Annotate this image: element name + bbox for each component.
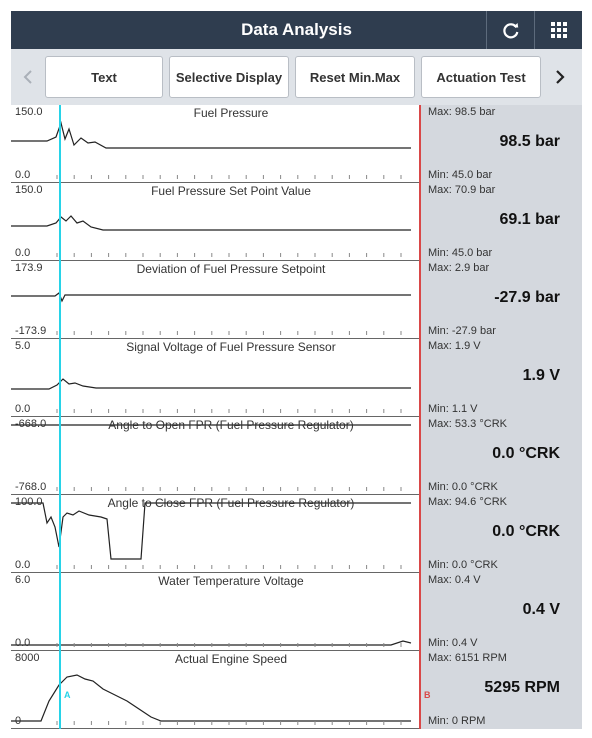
min-value: Min: 45.0 bar — [428, 169, 493, 181]
y-min-label: 0.0 — [15, 403, 31, 415]
cursor-b-label: B — [424, 690, 431, 700]
graph-row-angle-open-fpr[interactable] — [11, 417, 582, 495]
parameter-name: Angle to Close FPR (Fuel Pressure Regulator) — [107, 496, 355, 510]
parameter-name: Angle to Open FPR (Fuel Pressure Regulator) — [108, 418, 354, 432]
current-value: 0.0 °CRK — [492, 523, 560, 540]
y-max-label: 150.0 — [15, 106, 43, 118]
page-title: Data Analysis — [241, 20, 352, 39]
value-panel — [419, 417, 582, 495]
min-value: Min: -27.9 bar — [428, 325, 496, 337]
current-value: 0.0 °CRK — [492, 445, 560, 462]
graph-row-signal-voltage[interactable] — [11, 339, 582, 417]
graph-plot[interactable] — [11, 261, 419, 339]
graph-plot[interactable] — [11, 495, 419, 573]
y-max-label: 5.0 — [15, 340, 31, 352]
graph-plot[interactable] — [11, 339, 419, 417]
max-value: Max: 94.6 °CRK — [428, 496, 507, 508]
parameter-name: Actual Engine Speed — [174, 652, 288, 666]
value-panel — [419, 261, 582, 339]
parameter-name: Water Temperature Voltage — [158, 574, 304, 588]
current-value: 98.5 bar — [499, 133, 560, 150]
graph-plot[interactable] — [11, 417, 419, 495]
toolbar — [11, 49, 582, 105]
grid-menu-button[interactable] — [534, 11, 582, 49]
y-max-label: 173.9 — [15, 262, 43, 274]
graph-row-fuel-pressure[interactable] — [11, 105, 582, 183]
y-min-label: -173.9 — [15, 325, 47, 337]
text-button[interactable]: Text — [45, 56, 163, 98]
y-min-label: 0.0 — [15, 559, 31, 571]
cursor-a-label: A — [64, 690, 71, 700]
y-min-label: 0.0 — [15, 169, 31, 181]
graph-row-deviation-setpoint[interactable] — [11, 261, 582, 339]
max-value: Max: 70.9 bar — [428, 184, 496, 196]
graph-row-angle-close-fpr[interactable] — [11, 495, 582, 573]
graph-row-water-temp-voltage[interactable] — [11, 573, 582, 651]
title-bar — [11, 11, 582, 49]
reset-min-max-button[interactable]: Reset Min.Max — [295, 56, 415, 98]
min-value: Min: 0.4 V — [428, 637, 478, 649]
y-min-label: 0.0 — [15, 637, 31, 649]
current-value: -27.9 bar — [494, 289, 560, 306]
scroll-left-button[interactable] — [11, 49, 45, 105]
y-max-label: 8000 — [15, 652, 40, 664]
chevron-right-icon — [555, 69, 565, 85]
min-value: Min: 45.0 bar — [428, 247, 493, 259]
refresh-icon — [501, 20, 521, 40]
graph-plot[interactable] — [11, 651, 419, 729]
current-value: 5295 RPM — [484, 679, 560, 696]
y-min-label: 0 — [15, 715, 22, 727]
graph-plot[interactable] — [11, 573, 419, 651]
value-panel — [419, 651, 582, 729]
min-value: Min: 0.0 °CRK — [428, 481, 498, 493]
min-value: Min: 1.1 V — [428, 403, 478, 415]
max-value: Max: 1.9 V — [428, 340, 481, 352]
parameter-name: Fuel Pressure — [193, 106, 269, 120]
y-max-label: -668.0 — [15, 418, 47, 430]
parameter-name: Deviation of Fuel Pressure Setpoint — [136, 262, 326, 276]
y-max-label: 6.0 — [15, 574, 31, 586]
max-value: Max: 6151 RPM — [428, 652, 507, 664]
cursor-a-line[interactable] — [59, 105, 61, 729]
graph-row-fuel-pressure-set-point[interactable] — [11, 183, 582, 261]
value-panel — [419, 573, 582, 651]
y-min-label: -768.0 — [15, 481, 47, 493]
graph-plot[interactable] — [11, 105, 419, 183]
parameter-name: Fuel Pressure Set Point Value — [151, 184, 311, 198]
current-value: 0.4 V — [522, 601, 560, 618]
grid-icon — [550, 21, 568, 39]
min-value: Min: 0 RPM — [428, 715, 486, 727]
y-max-label: 100.0 — [15, 496, 43, 508]
value-panel — [419, 339, 582, 417]
graph-row-engine-speed[interactable] — [11, 651, 582, 729]
value-panel — [419, 105, 582, 183]
scroll-right-button[interactable] — [547, 49, 573, 105]
graph-plot[interactable] — [11, 183, 419, 261]
y-min-label: 0.0 — [15, 247, 31, 259]
max-value: Max: 0.4 V — [428, 574, 481, 586]
current-value: 69.1 bar — [499, 211, 560, 228]
max-value: Max: 2.9 bar — [428, 262, 490, 274]
parameter-name: Signal Voltage of Fuel Pressure Sensor — [126, 340, 336, 354]
graph-list[interactable] — [11, 105, 582, 729]
value-panel — [419, 495, 582, 573]
value-panel — [419, 183, 582, 261]
current-value: 1.9 V — [522, 367, 560, 384]
chevron-left-icon — [23, 69, 33, 85]
refresh-button[interactable] — [486, 11, 534, 49]
y-max-label: 150.0 — [15, 184, 43, 196]
selective-display-button[interactable]: Selective Display — [169, 56, 289, 98]
max-value: Max: 53.3 °CRK — [428, 418, 507, 430]
actuation-test-button[interactable]: Actuation Test — [421, 56, 541, 98]
max-value: Max: 98.5 bar — [428, 106, 496, 118]
min-value: Min: 0.0 °CRK — [428, 559, 498, 571]
